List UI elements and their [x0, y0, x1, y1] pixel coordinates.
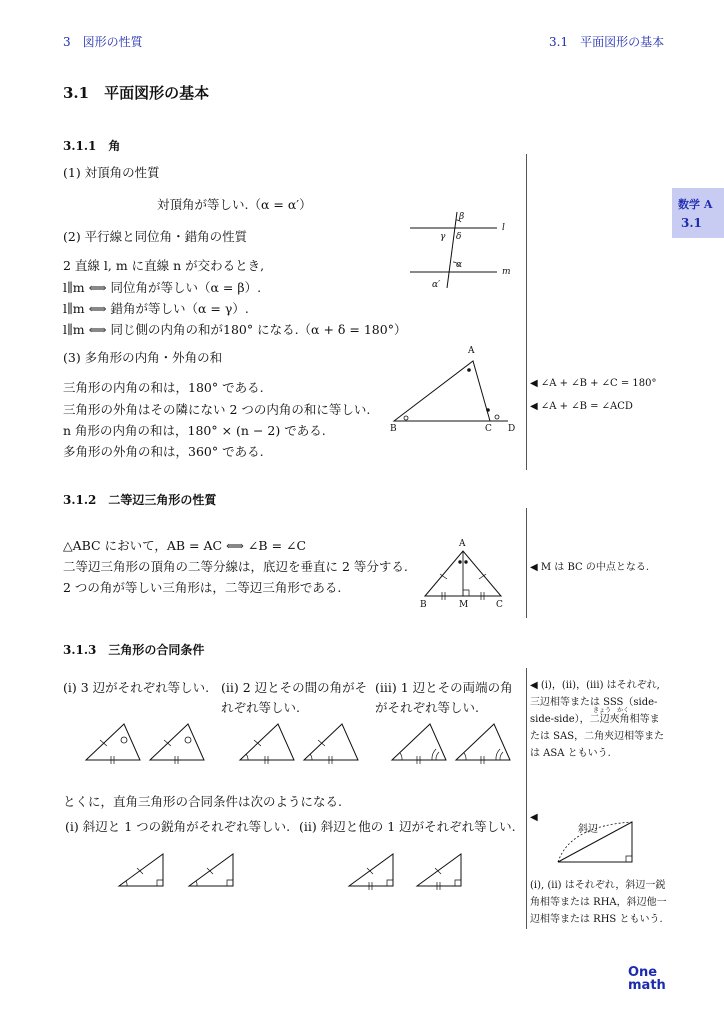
tri-label-B: B	[390, 424, 397, 434]
polygon-line-1: 三角形の外角はその隣にない 2 つの内角の和に等しい.	[63, 402, 371, 417]
polygon-line-2: n 角形の内角の和は，180° × (n − 2) である.	[63, 423, 326, 438]
isosceles-line-2: 2 つの角が等しい三角形は，二等辺三角形である.	[63, 580, 342, 595]
vertical-angles-heading: (1) 対頂角の性質	[63, 165, 160, 180]
side-note-congruence-line2: side-side），二辺夾角相等ま	[530, 714, 660, 725]
logo-bottom: math	[628, 978, 666, 993]
label-alpha-prime: α′	[432, 280, 441, 290]
congruence-condition-3-line2: がそれぞれ等しい.	[375, 700, 479, 715]
side-note-marker: ◀	[530, 812, 538, 823]
label-beta: β	[459, 212, 465, 222]
iso-label-C: C	[496, 600, 503, 610]
iso-label-M: M	[459, 600, 469, 610]
label-alpha: α	[456, 260, 463, 270]
side-note-congruence-line4: は ASA ともいう.	[530, 748, 611, 759]
tab-subject: 数学 A	[678, 198, 713, 211]
section-tab[interactable]	[672, 188, 724, 238]
running-header-section: 3.1 平面図形の基本	[549, 35, 665, 49]
margin-rule-1	[526, 154, 527, 470]
iso-label-A: A	[459, 539, 466, 549]
congruence-condition-2-line2: れぞれ等しい.	[221, 700, 300, 715]
hypotenuse-label: 斜辺	[578, 824, 598, 835]
polygon-angles-heading: (3) 多角形の内角・外角の和	[63, 350, 223, 365]
iso-label-B: B	[420, 600, 427, 610]
right-triangle-figures	[115, 850, 475, 892]
side-note-congruence-line1: 三辺相等または SSS（side-	[530, 697, 658, 708]
subsection-heading-congruence: 3.1.3 三角形の合同条件	[63, 643, 205, 657]
isosceles-figure	[420, 548, 510, 600]
subsection-heading-angles: 3.1.1 角	[63, 139, 121, 153]
running-header-chapter: 3 図形の性質	[63, 35, 143, 49]
subsection-heading-isosceles: 3.1.2 二等辺三角形の性質	[63, 493, 217, 507]
side-note-ruby: きょう かく	[593, 707, 630, 714]
tab-section: 3.1	[681, 216, 702, 230]
tri-label-D: D	[508, 424, 516, 434]
parallel-lines-figure	[405, 210, 525, 290]
side-note-congruence-line3: たは SAS，二角夾辺相等また	[530, 731, 665, 742]
congruence-condition-2-line1: (ii) 2 辺とその間の角がそ	[221, 680, 368, 695]
parallel-line-0: 2 直線 l, m に直線 n が交わるとき,	[63, 258, 265, 273]
isosceles-line-0: △ABC において，AB = AC ⟺ ∠B = ∠C	[63, 538, 307, 553]
congruence-condition-1: (i) 3 辺がそれぞれ等しい.	[63, 680, 210, 695]
margin-rule-3	[526, 668, 527, 929]
parallel-line-1: l∥m ⟺ 同位角が等しい（α = β）.	[63, 280, 262, 295]
label-line-l: l	[502, 223, 505, 233]
onemath-logo	[628, 966, 666, 992]
parallel-lines-heading: (2) 平行線と同位角・錯角の性質	[63, 229, 248, 244]
side-note-congruence-line0: ◀ (i)，(ii)，(iii) はそれぞれ,	[530, 680, 660, 691]
right-triangle-condition-1: (i) 斜辺と 1 つの鋭角がそれぞれ等しい.	[65, 819, 291, 834]
polygon-line-0: 三角形の内角の和は，180° である.	[63, 380, 264, 395]
isosceles-line-1: 二等辺三角形の頂角の二等分線は，底辺を垂直に 2 等分する.	[63, 559, 408, 574]
congruence-figures	[80, 718, 520, 768]
side-note-right-line1: 角相等または RHA，斜辺他一	[530, 897, 667, 908]
label-gamma: γ	[440, 232, 446, 242]
logo-top: One	[628, 965, 658, 980]
page-title: 3.1 平面図形の基本	[63, 84, 210, 102]
exterior-angle-figure	[390, 355, 520, 430]
polygon-line-3: 多角形の外角の和は，360° である.	[63, 444, 264, 459]
side-note-right-line2: 辺相等または RHS ともいう.	[530, 914, 663, 925]
side-note-midpoint: ◀ M は BC の中点となる.	[530, 562, 650, 573]
right-triangle-condition-2: (ii) 斜辺と他の 1 辺がそれぞれ等しい.	[299, 819, 516, 834]
side-note-exterior-angle: ◀ ∠A + ∠B = ∠ACD	[530, 401, 633, 412]
tri-label-A: A	[468, 346, 475, 356]
side-note-right-line0: (i), (ii) はそれぞれ，斜辺一鋭	[530, 880, 666, 891]
parallel-line-2: l∥m ⟺ 錯角が等しい（α = γ）.	[63, 301, 249, 316]
parallel-line-3: l∥m ⟺ 同じ側の内角の和が180° になる.（α + δ = 180°）	[63, 322, 407, 337]
side-note-angle-sum: ◀ ∠A + ∠B + ∠C = 180°	[530, 378, 657, 389]
congruence-condition-3-line1: (iii) 1 辺とその両端の角	[375, 680, 513, 695]
label-line-m: m	[502, 267, 511, 277]
tri-label-C: C	[485, 424, 492, 434]
vertical-angles-text: 対頂角が等しい.（α = α′）	[157, 197, 312, 212]
margin-rule-2	[526, 508, 527, 618]
label-delta: δ	[456, 232, 462, 242]
right-triangle-intro: とくに，直角三角形の合同条件は次のようになる.	[63, 794, 342, 809]
